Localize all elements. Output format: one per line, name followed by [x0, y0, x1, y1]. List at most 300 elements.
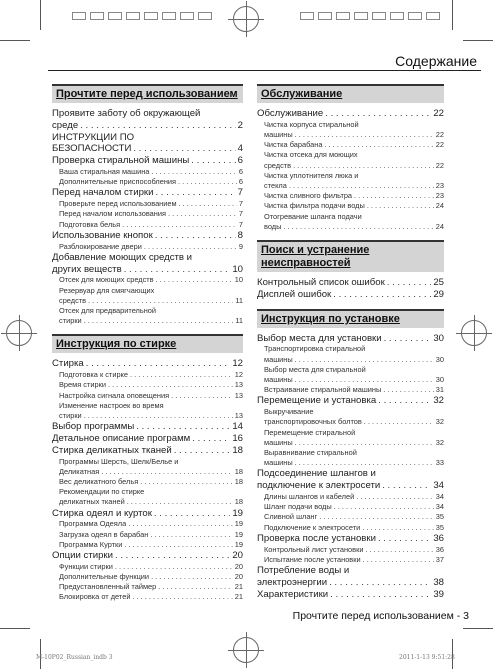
toc-subentry-line: Чистка корпуса стиральной: [264, 119, 359, 129]
section-heading: [52, 84, 243, 103]
toc-page-number: 36: [433, 532, 444, 544]
dot-leader: [155, 187, 235, 199]
dot-leader: [283, 222, 433, 232]
dot-leader: [150, 530, 232, 540]
registration-mark-icon: [233, 6, 259, 32]
toc-subentry[interactable]: [52, 562, 243, 572]
toc-page-number: 7: [237, 187, 243, 199]
toc-page-number: 11: [235, 295, 243, 305]
toc-entry[interactable]: [257, 289, 444, 301]
toc-entry-line: Потребление воды и: [257, 565, 350, 577]
toc-entry-line: Подсоединение шлангов и: [257, 468, 376, 480]
toc-entry-line: Проявите заботу об окружающей: [52, 108, 201, 119]
toc-entry-title: среде: [52, 119, 79, 131]
toc-page-number: 22: [433, 108, 444, 119]
toc-page-number: 2: [237, 119, 243, 131]
toc-entry-title: Чистка барабана: [264, 140, 323, 150]
toc-left-column: [52, 84, 243, 603]
toc-entry-title: Выбор места для установки: [257, 332, 382, 344]
toc-entry-title: Сливной шланг: [264, 512, 318, 522]
toc-entry-title: Длины шлангов и кабелей: [264, 492, 355, 502]
toc-subentry-line: Отогревание шланга подачи: [264, 211, 362, 221]
toc-page-number: 18: [234, 497, 243, 507]
toc-subentry-line: Выкручивание: [264, 407, 314, 417]
dot-leader: [363, 555, 434, 565]
toc-subentry[interactable]: [52, 467, 243, 477]
toc-entry-title: Блокировка от детей: [59, 592, 131, 602]
toc-entry[interactable]: [52, 187, 243, 199]
crop-mark: [40, 0, 41, 30]
dot-leader: [86, 358, 231, 370]
toc-page-number: 18: [232, 444, 243, 456]
toc-entry-title: Использование кнопок: [52, 229, 153, 241]
imprint-datetime: 2011-1-13 9:51:28: [399, 654, 455, 661]
toc-subentry[interactable]: [257, 191, 444, 201]
toc-entry-title: транспортировочных болтов: [264, 417, 362, 427]
toc-page-number: 37: [435, 554, 444, 564]
toc-entry-title: машины: [264, 354, 293, 364]
toc-entry-title: Дополнительные функции: [59, 572, 150, 582]
toc-entry-title: Подготовка к стирке: [59, 370, 128, 380]
dot-leader: [325, 108, 431, 120]
toc-subentry-line: Программы Шерсть, Шелк/Белье и: [59, 456, 179, 466]
dot-leader: [333, 289, 431, 301]
page-footer: Прочтите перед использованием - 3: [292, 610, 469, 622]
toc-subentry[interactable]: [257, 417, 444, 427]
toc-subentry[interactable]: [52, 209, 243, 219]
dot-leader: [124, 540, 232, 550]
toc-entry[interactable]: [52, 120, 243, 132]
toc-subentry[interactable]: [52, 220, 243, 230]
dot-leader: [108, 380, 233, 390]
toc-entry-title: БЕЗОПАСНОСТИ: [52, 143, 132, 155]
dot-leader: [382, 480, 431, 492]
dot-leader: [151, 572, 233, 582]
toc-page-number: 32: [433, 395, 444, 407]
toc-page-number: 30: [435, 354, 444, 364]
toc-subentry[interactable]: [257, 523, 444, 533]
toc-page-number: 25: [433, 277, 444, 289]
toc-page-number: 21: [234, 582, 243, 592]
toc-page-number: 34: [433, 480, 444, 492]
toc-page-number: 13: [234, 411, 243, 421]
toc-entry-title: средств: [59, 295, 87, 305]
toc-entry-title: стирки: [59, 411, 82, 421]
toc-entry-title: Выбор программы: [52, 421, 135, 433]
toc-entry-title: Чистка фильтра подачи воды: [264, 201, 365, 211]
toc-page-number: 20: [234, 572, 243, 582]
toc-right-column: [257, 84, 444, 600]
toc-subentry[interactable]: [257, 458, 444, 468]
toc-page-number: 21: [234, 592, 243, 602]
toc-entry-title: Дисплей ошибок: [257, 288, 332, 300]
dot-leader: [295, 130, 434, 140]
toc-page-number: 12: [234, 370, 243, 380]
toc-subentry-line: Резервуар для смягчающих: [59, 285, 155, 295]
toc-entry-title: Обслуживание: [257, 108, 324, 119]
toc-subentry[interactable]: [52, 540, 243, 550]
toc-subentry[interactable]: [52, 275, 243, 285]
toc-page-number: 7: [238, 209, 243, 219]
color-bar: [300, 12, 444, 20]
toc-page-number: 30: [435, 375, 444, 385]
dot-leader: [330, 589, 431, 601]
toc-page-number: 6: [237, 155, 243, 167]
dot-leader: [384, 333, 432, 345]
toc-page-number: 36: [435, 544, 444, 554]
dot-leader: [334, 502, 434, 512]
imprint-file: M-10P02_Russian_indb 3: [36, 654, 113, 661]
registration-mark-icon: [461, 320, 487, 346]
dot-leader: [115, 550, 230, 562]
toc-subentry[interactable]: [52, 519, 243, 529]
toc-entry-title: Проверьте перед использованием: [59, 199, 177, 209]
toc-page-number: 7: [238, 199, 243, 209]
section-spacer: [52, 326, 243, 334]
toc-page-number: 29: [433, 288, 444, 300]
toc-subentry-line: Выравнивание стиральной: [264, 448, 357, 458]
toc-page-number: 13: [234, 380, 243, 390]
toc-page-number: 38: [433, 576, 444, 588]
toc-entry[interactable]: [257, 395, 444, 407]
toc-entry-title: машины: [264, 458, 293, 468]
toc-entry-title: Стирка: [52, 358, 84, 370]
toc-subentry[interactable]: [257, 161, 444, 171]
dot-leader: [158, 582, 232, 592]
dot-leader: [362, 523, 434, 533]
dot-leader: [365, 545, 433, 555]
toc-entry[interactable]: [52, 358, 243, 370]
toc-entry-title: Функции стирки: [59, 561, 113, 571]
toc-subentry[interactable]: [52, 411, 243, 421]
toc-page-number: 24: [435, 221, 444, 231]
toc-subentry-line: Изменение настроек во время: [59, 400, 164, 410]
toc-subentry[interactable]: [52, 477, 243, 487]
toc-entry[interactable]: [52, 155, 243, 167]
toc-subentry-line: Чистка уплотнителя люка и: [264, 170, 359, 180]
toc-subentry-line: Перемещение стиральной: [264, 427, 356, 437]
toc-entry-title: воды: [264, 221, 282, 231]
toc-entry-title: стекла: [264, 181, 287, 191]
dot-leader: [171, 391, 233, 401]
toc-page-number: 9: [238, 241, 243, 251]
toc-entry[interactable]: [257, 108, 444, 120]
toc-entry-title: деликатных тканей: [59, 497, 125, 507]
toc-subentry[interactable]: [257, 222, 444, 232]
toc-entry-title: Характеристики: [257, 588, 329, 600]
dot-leader: [80, 120, 235, 132]
toc-subentry[interactable]: [52, 572, 243, 582]
section-heading: [257, 84, 444, 103]
crop-mark: [452, 0, 453, 30]
section-heading: [257, 309, 444, 328]
toc-entry-title: Опции стирки: [52, 550, 113, 562]
crop-mark: [0, 628, 30, 629]
section-spacer: [257, 232, 444, 240]
dot-leader: [122, 220, 237, 230]
toc-page-number: 12: [232, 358, 243, 370]
toc-subentry[interactable]: [257, 545, 444, 555]
toc-page-number: 6: [238, 177, 243, 187]
toc-page-number: 19: [234, 529, 243, 539]
dot-leader: [174, 445, 231, 457]
toc-entry[interactable]: [52, 445, 243, 457]
toc-entry-title: Перемещение и установка: [257, 395, 377, 407]
dot-leader: [378, 533, 431, 545]
dot-leader: [383, 385, 433, 395]
dot-leader: [140, 477, 233, 487]
toc-entry-title: Проверка после установки: [257, 532, 376, 544]
toc-page-number: 23: [435, 181, 444, 191]
toc-entry-title: средств: [264, 160, 292, 170]
dot-leader: [101, 467, 233, 477]
toc-subentry[interactable]: [257, 375, 444, 385]
toc-page-number: 11: [235, 316, 243, 326]
dot-leader: [154, 508, 230, 520]
dot-leader: [151, 167, 236, 177]
toc-subentry[interactable]: [52, 242, 243, 252]
dot-leader: [156, 275, 233, 285]
toc-entry-title: Программа Одеяла: [59, 519, 127, 529]
toc-entry-title: электроэнергии: [257, 576, 328, 588]
section-heading-text: Поиск и устранение неисправностей: [261, 244, 370, 270]
toc-entry-title: Чистка сливного фильтра: [264, 191, 353, 201]
crop-mark: [463, 40, 493, 41]
toc-subentry[interactable]: [52, 380, 243, 390]
toc-subentry[interactable]: [52, 582, 243, 592]
toc-page-number: 33: [435, 458, 444, 468]
toc-page-number: 13: [234, 390, 243, 400]
toc-entry[interactable]: [257, 589, 444, 601]
toc-subentry[interactable]: [257, 130, 444, 140]
toc-entry[interactable]: [257, 533, 444, 545]
toc-page-number: 35: [435, 522, 444, 532]
toc-subentry[interactable]: [52, 167, 243, 177]
dot-leader: [295, 458, 434, 468]
dot-leader: [88, 296, 233, 306]
dot-leader: [367, 201, 434, 211]
color-bar: [72, 12, 216, 20]
dot-leader: [127, 497, 233, 507]
dot-leader: [191, 155, 235, 167]
toc-entry[interactable]: [52, 508, 243, 520]
toc-subentry[interactable]: [257, 555, 444, 565]
toc-subentry-line: Транспортировка стиральной: [264, 344, 366, 354]
dot-leader: [168, 209, 237, 219]
dot-leader: [124, 264, 231, 276]
toc-subentry[interactable]: [52, 592, 243, 602]
toc-subentry[interactable]: [257, 181, 444, 191]
dot-leader: [136, 421, 230, 433]
dot-leader: [178, 177, 237, 187]
toc-entry[interactable]: [52, 230, 243, 242]
toc-entry-title: Встраивание стиральной машины: [264, 385, 382, 395]
toc-subentry[interactable]: [52, 530, 243, 540]
section-spacer: [257, 301, 444, 309]
toc-page-number: 22: [435, 160, 444, 170]
toc-subentry[interactable]: [257, 355, 444, 365]
toc-entry-title: Ваша стиральная машина: [59, 166, 150, 176]
toc-entry-title: Детальное описание программ: [52, 433, 191, 445]
dot-leader: [144, 242, 237, 252]
toc-subentry[interactable]: [52, 199, 243, 209]
toc-page-number: 32: [435, 437, 444, 447]
dot-leader: [179, 199, 237, 209]
section-heading-text: Инструкция по установке: [261, 312, 400, 325]
toc-subentry-line: Рекомендации по стирке: [59, 487, 145, 497]
dot-leader: [133, 143, 235, 155]
toc-subentry[interactable]: [52, 391, 243, 401]
toc-entry-line: Добавление моющих средств и: [52, 251, 193, 263]
dot-leader: [293, 161, 434, 171]
toc-page-number: 22: [435, 130, 444, 139]
dot-leader: [155, 230, 236, 242]
toc-subentry[interactable]: [257, 492, 444, 502]
section-heading: [257, 240, 444, 272]
toc-page-number: 18: [234, 477, 243, 487]
toc-page-number: 6: [238, 166, 243, 176]
toc-entry[interactable]: [52, 421, 243, 433]
dot-leader: [289, 181, 434, 191]
toc-page-number: 34: [435, 502, 444, 512]
toc-entry-line: ИНСТРУКЦИИ ПО: [52, 131, 135, 143]
toc-entry-title: Разблокирование двери: [59, 241, 142, 251]
toc-page-number: 20: [234, 561, 243, 571]
toc-page-number: 23: [435, 191, 444, 201]
toc-subentry[interactable]: [257, 385, 444, 395]
toc-entry[interactable]: [257, 480, 444, 492]
toc-entry-title: машины: [264, 437, 293, 447]
toc-entry-title: Время стирки: [59, 380, 106, 390]
toc-entry-title: Перед началом стирки: [52, 187, 154, 199]
crop-mark: [0, 40, 30, 41]
toc-page-number: 30: [433, 332, 444, 344]
dot-leader: [324, 140, 433, 150]
toc-subentry[interactable]: [257, 438, 444, 448]
toc-subentry-line: Чистка отсека для моющих: [264, 150, 358, 160]
crop-mark: [463, 628, 493, 629]
dot-leader: [387, 277, 432, 289]
toc-entry-title: Проверка стиральной машины: [52, 155, 190, 167]
dot-leader: [319, 512, 434, 522]
toc-page-number: 14: [232, 421, 243, 433]
toc-entry-title: Вес деликатного белья: [59, 477, 139, 487]
toc-page-number: 20: [232, 550, 243, 562]
toc-page-number: 19: [232, 507, 243, 519]
dot-leader: [128, 519, 233, 529]
dot-leader: [356, 492, 434, 502]
toc-entry-title: Отсек для моющих средств: [59, 275, 154, 285]
title-rule: [48, 70, 481, 71]
toc-entry-title: Дополнительные приспособления: [59, 177, 177, 187]
section-heading: [52, 334, 243, 353]
toc-page-number: 4: [237, 143, 243, 155]
toc-entry-title: Стирка одеял и курток: [52, 507, 152, 519]
toc-subentry[interactable]: [257, 512, 444, 522]
toc-subentry-line: Выбор места для стиральной: [264, 364, 366, 374]
toc-page-number: 39: [433, 588, 444, 600]
toc-subentry-line: Отсек для предварительной: [59, 306, 157, 315]
toc-page-number: 10: [232, 263, 243, 275]
toc-entry-title: машины: [264, 130, 293, 139]
dot-leader: [295, 375, 434, 385]
toc-entry[interactable]: [257, 333, 444, 345]
toc-subentry[interactable]: [257, 201, 444, 211]
registration-mark-icon: [233, 637, 259, 663]
toc-entry-title: Подключение к электросети: [264, 522, 361, 532]
page-title: Содержание: [395, 53, 477, 69]
toc-entry-title: Деликатная: [59, 466, 100, 476]
toc-page-number: 34: [435, 492, 444, 502]
toc-entry-title: Программа Куртки: [59, 539, 123, 549]
dot-leader: [130, 370, 233, 380]
toc-subentry[interactable]: [52, 370, 243, 380]
toc-entry-title: Настройка сигнала оповещения: [59, 390, 170, 400]
toc-subentry[interactable]: [52, 177, 243, 187]
dot-leader: [295, 438, 434, 448]
toc-entry-title: Испытание после установки: [264, 554, 361, 564]
dot-leader: [354, 191, 434, 201]
toc-page-number: 22: [435, 140, 444, 150]
toc-subentry[interactable]: [52, 316, 243, 326]
toc-page-number: 7: [238, 219, 243, 229]
toc-page-number: 35: [435, 512, 444, 522]
toc-page-number: 32: [435, 417, 444, 427]
dot-leader: [84, 411, 233, 421]
toc-subentry[interactable]: [52, 497, 243, 507]
toc-entry[interactable]: [257, 577, 444, 589]
section-heading-text: Обслуживание: [261, 88, 343, 100]
toc-page-number: 19: [234, 519, 243, 529]
toc-entry-title: Шланг подачи воды: [264, 502, 332, 512]
toc-page-number: 8: [237, 229, 243, 241]
section-heading-text: Прочтите перед использованием: [56, 88, 238, 100]
toc-entry-title: Подготовка белья: [59, 219, 121, 229]
dot-leader: [329, 577, 431, 589]
toc-page-number: 18: [234, 466, 243, 476]
registration-mark-icon: [6, 320, 32, 346]
toc-subentry[interactable]: [257, 502, 444, 512]
toc-entry[interactable]: [52, 433, 243, 445]
toc-entry[interactable]: [52, 264, 243, 276]
dot-leader: [84, 316, 234, 326]
toc-entry-title: стирки: [59, 316, 82, 326]
toc-entry-title: Перед началом использования: [59, 209, 166, 219]
toc-entry[interactable]: [52, 143, 243, 155]
section-heading-text: Инструкция по стирке: [56, 338, 177, 351]
toc-page-number: 31: [435, 385, 444, 395]
toc-subentry[interactable]: [52, 296, 243, 306]
toc-subentry[interactable]: [257, 140, 444, 150]
toc-entry[interactable]: [52, 550, 243, 562]
dot-leader: [378, 395, 431, 407]
toc-entry-title: других веществ: [52, 263, 122, 275]
toc-page-number: 16: [232, 433, 243, 445]
toc-entry-title: Стирка деликатных тканей: [52, 444, 172, 456]
toc-entry-title: подключение к электросети: [257, 480, 381, 492]
toc-entry-title: машины: [264, 375, 293, 385]
toc-entry[interactable]: [257, 277, 444, 289]
dot-leader: [364, 417, 434, 427]
dot-leader: [132, 592, 232, 602]
dot-leader: [115, 562, 233, 572]
toc-page-number: 19: [234, 539, 243, 549]
toc-entry-title: Предустановленный таймер: [59, 582, 157, 592]
dot-leader: [295, 355, 434, 365]
toc-entry-title: Контрольный список ошибок: [257, 277, 385, 289]
toc-entry-title: Загрузка одеял в барабан: [59, 529, 149, 539]
toc-page-number: 10: [234, 275, 243, 285]
